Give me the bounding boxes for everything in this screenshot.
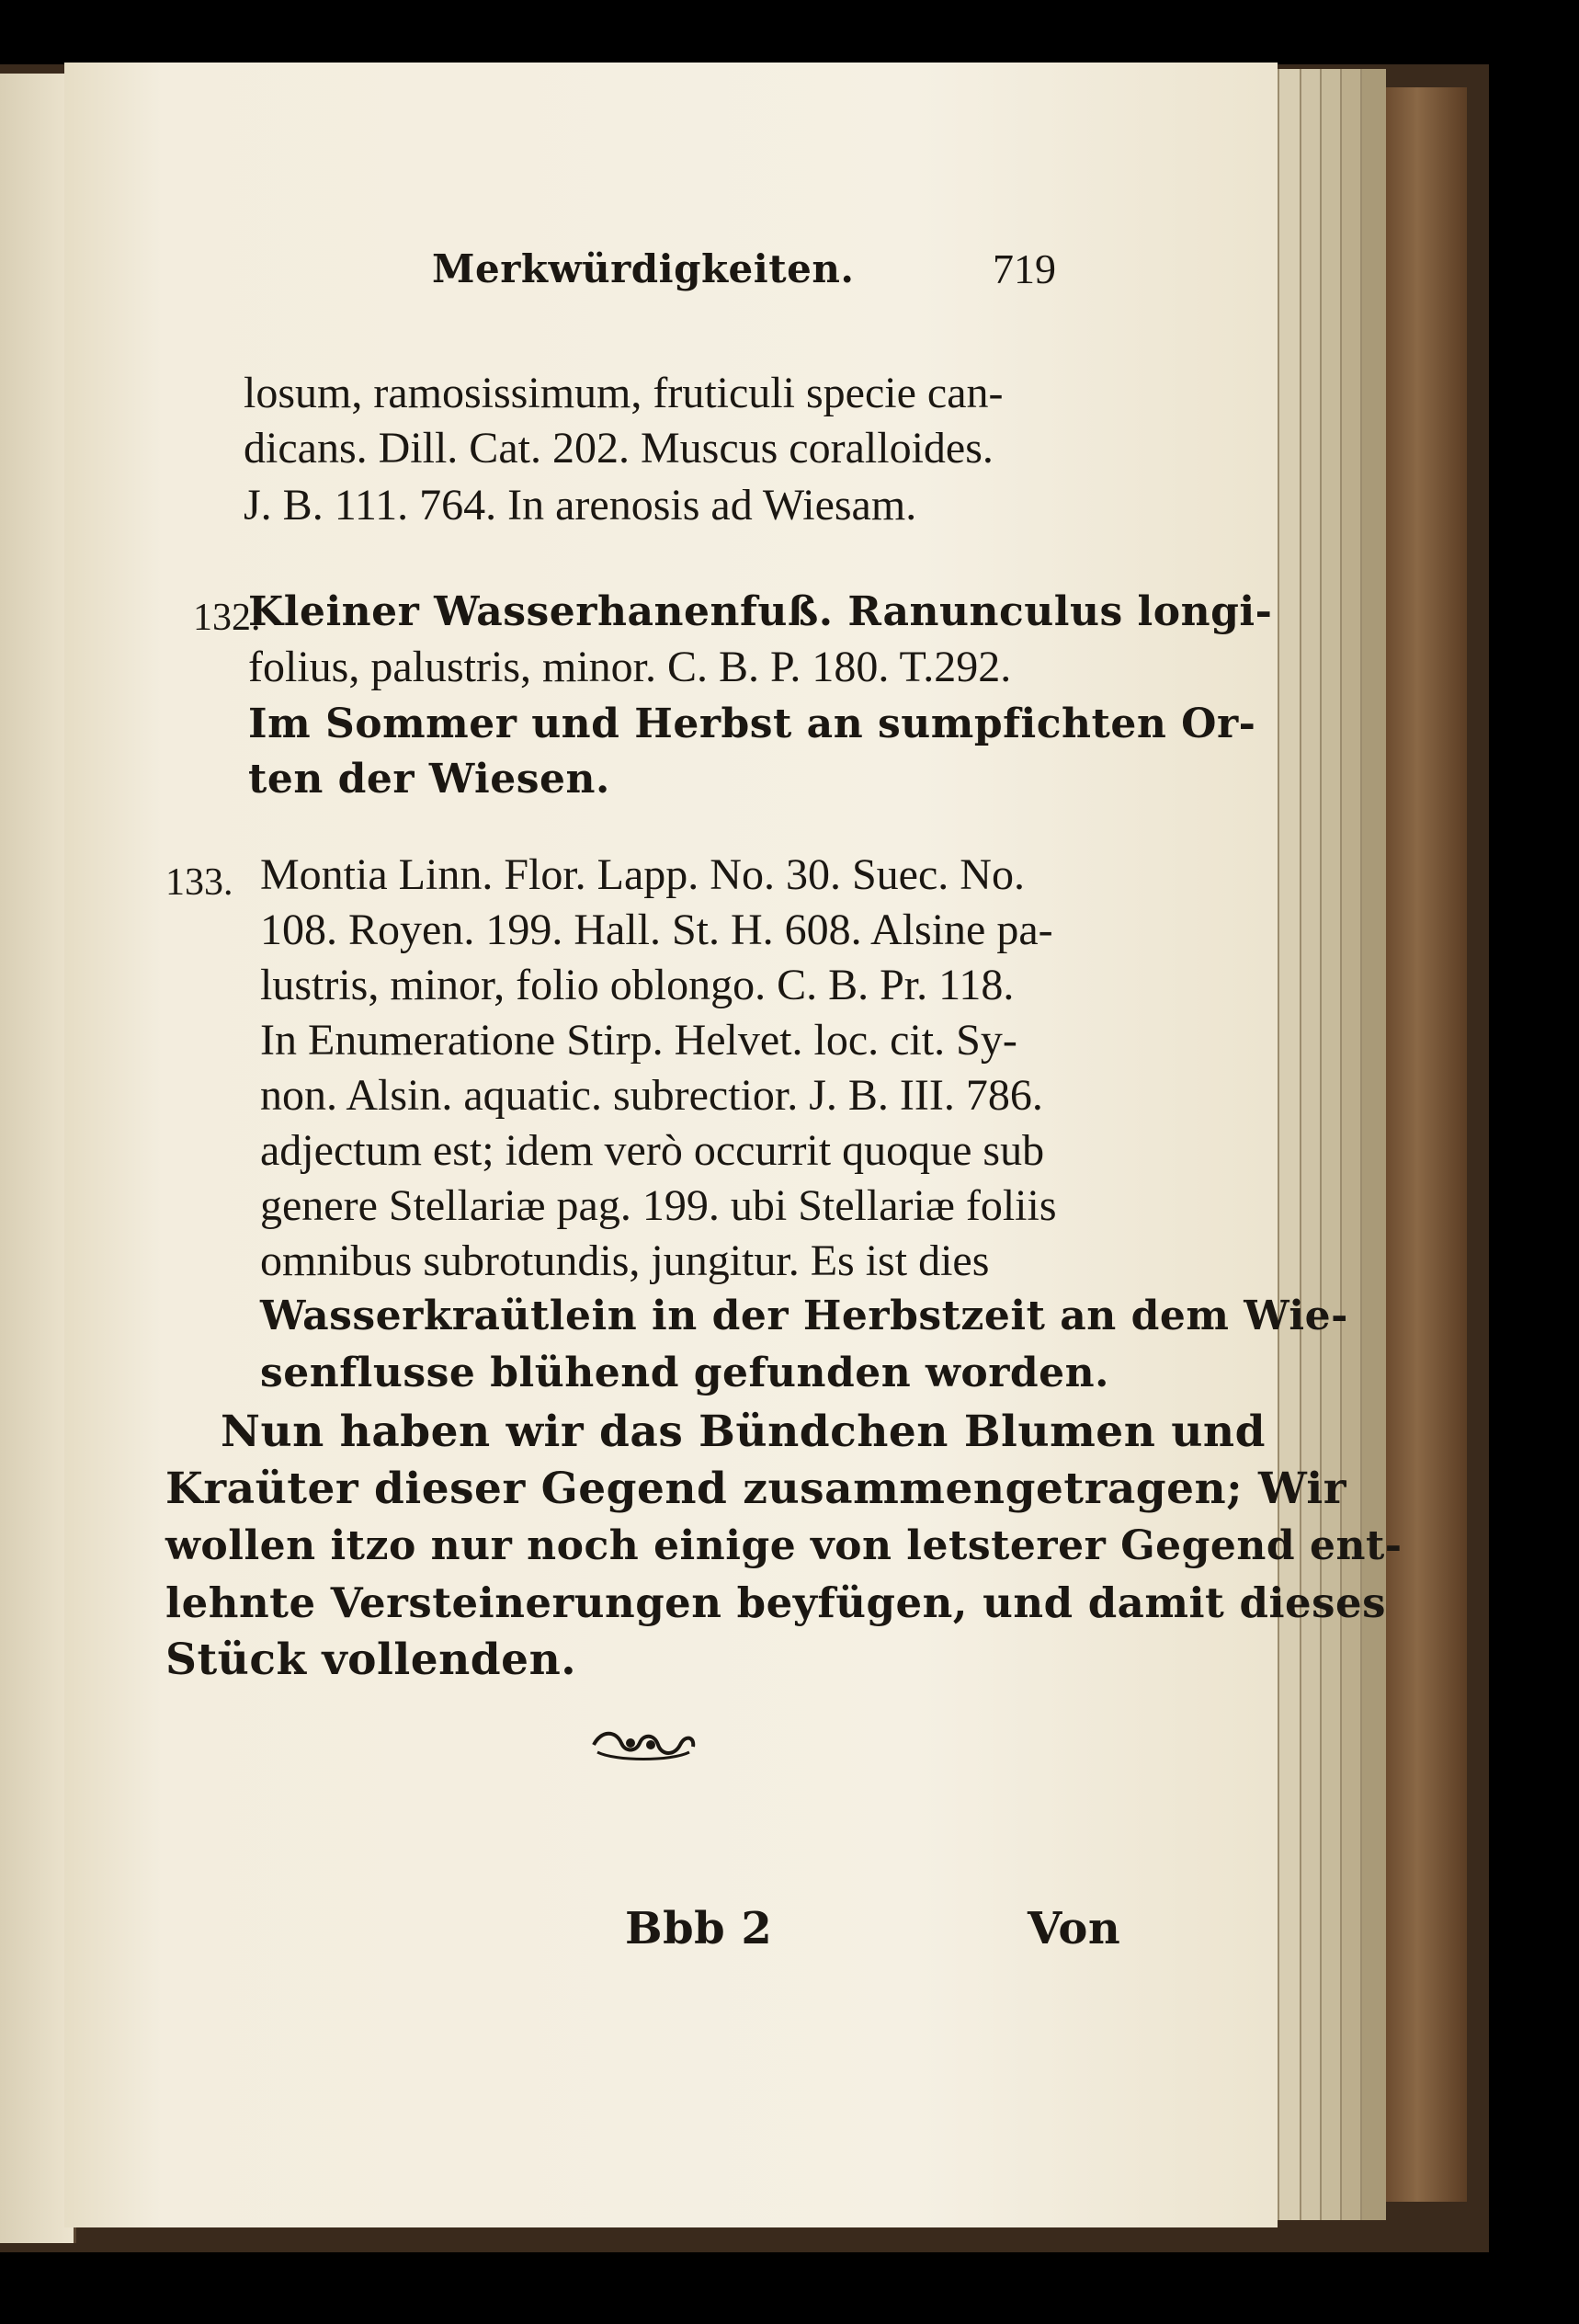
book-page: [64, 63, 1403, 2227]
text-line: omnibus subrotundis, jungitur. Es ist dies: [260, 1236, 990, 1285]
text-line: genere Stellariæ pag. 199. ubi Stellariæ foliis: [260, 1181, 1057, 1230]
running-head: Merkwürdigkeiten.: [432, 246, 855, 291]
text-line: In Enumeratione Stirp. Helvet. loc. cit. Sy-: [260, 1016, 1017, 1065]
book-cover: [1384, 87, 1467, 2202]
ornament-icon: [588, 1725, 699, 1765]
page-edge: [1340, 69, 1362, 2220]
text-line: non. Alsin. aquatic. subrectior. J. B. III. 786.: [260, 1071, 1043, 1120]
text-line: Im Sommer und Herbst an sumpfichten Or-: [248, 701, 1256, 747]
page-edge: [1360, 69, 1386, 2220]
entry-number: 133.: [165, 861, 233, 904]
text-line: dicans. Dill. Cat. 202. Muscus coralloides.: [244, 424, 994, 473]
page-edge: [1278, 69, 1301, 2220]
page-number: 719: [993, 245, 1056, 292]
text-line: lustris, minor, folio oblongo. C. B. Pr. 118.: [260, 961, 1015, 1009]
text-line: Stück vollenden.: [165, 1635, 577, 1685]
text-line: losum, ramosissimum, fruticuli specie can-: [244, 369, 1004, 417]
catchword: Von: [1028, 1903, 1121, 1954]
text-line: folius, palustris, minor. C. B. P. 180. T.292.: [248, 643, 1012, 691]
text-line: wollen itzo nur noch einige von letsterer Gegend ent-: [165, 1522, 1403, 1569]
text-line: Nun haben wir das Bündchen Blumen und: [221, 1407, 1266, 1457]
text-line: Montia Linn. Flor. Lapp. No. 30. Suec. No.: [260, 850, 1025, 899]
text-line: J. B. 111. 764. In arenosis ad Wiesam.: [244, 481, 917, 530]
text-line: senflusse blühend gefunden worden.: [260, 1350, 1109, 1396]
text-line: Kleiner Wasserhanenfuß. Ranunculus longi-: [248, 588, 1273, 635]
text-line: 108. Royen. 199. Hall. St. H. 608. Alsine pa-: [260, 906, 1053, 954]
page-edge: [1300, 69, 1322, 2220]
signature-mark: Bbb 2: [625, 1903, 773, 1954]
text-line: Wasserkraütlein in der Herbstzeit an dem Wie-: [260, 1293, 1348, 1339]
text-line: lehnte Versteinerungen beyfügen, und damit dieses: [165, 1578, 1386, 1627]
text-line: ten der Wiesen.: [248, 756, 610, 803]
text-line: Kraüter dieser Gegend zusammengetragen; Wir: [165, 1464, 1347, 1514]
page-edge: [1320, 69, 1342, 2220]
entry-number: 132.: [193, 597, 261, 639]
text-line: adjectum est; idem verò occurrit quoque sub: [260, 1126, 1045, 1175]
